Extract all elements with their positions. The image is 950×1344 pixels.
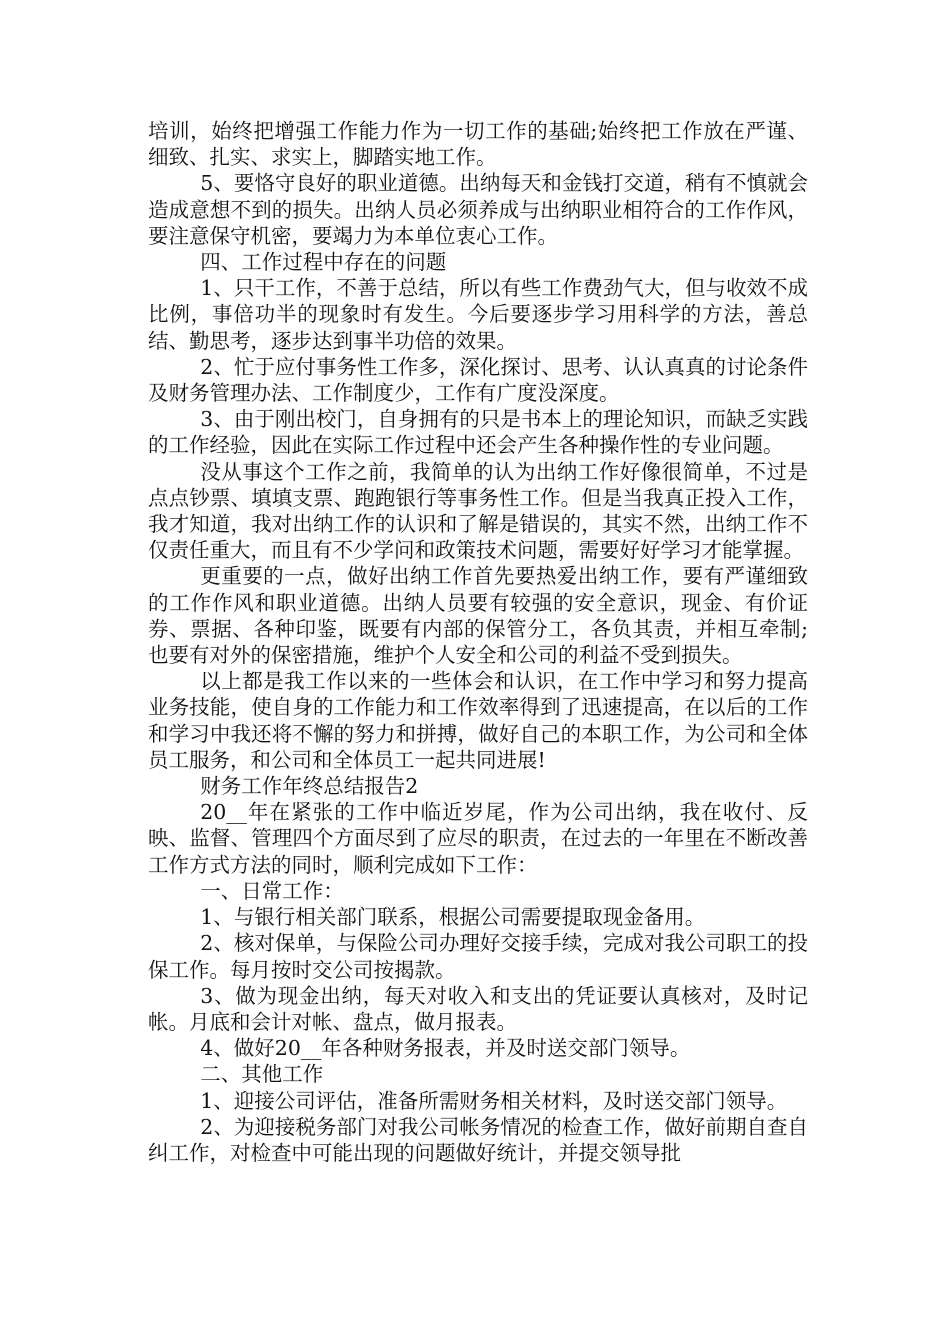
document-page (148, 118, 808, 1166)
section-heading: 一、日常工作： (200, 878, 344, 903)
paragraph: 1、迎接公司评估，准备所需财务相关材料，及时送交部门领导。 (200, 1088, 788, 1113)
paragraph: 3、由于刚出校门，自身拥有的只是书本上的理论知识，而缺乏实践的工作经验，因此在实际工作过程中还会产生各种操作性的专业问题。 (148, 407, 808, 458)
section-heading: 二、其他工作 (200, 1062, 324, 1087)
paragraph: 1、只干工作，不善于总结，所以有些工作费劲气大，但与收效不成比例，事倍功半的现象时有发生。今后要逐步学习用科学的方法，善总结、勤思考，逐步达到事半功倍的效果。 (148, 276, 808, 353)
report-title: 财务工作年终总结报告2 (200, 774, 419, 799)
paragraph: 以上都是我工作以来的一些体会和认识，在工作中学习和努力提高业务技能，使自身的工作能力和工作效率得到了迅速提高，在以后的工作和学习中我还将不懈的努力和拼搏，做好自己的本职工作，为公司和全体员工服务，和公司和全体员工一起共同进展! (148, 669, 808, 772)
section-heading: 四、工作过程中存在的问题 (200, 250, 447, 275)
paragraph: 1、与银行相关部门联系，根据公司需要提取现金备用。 (200, 905, 706, 930)
paragraph: 4、做好20__年各种财务报表，并及时送交部门领导。 (200, 1036, 691, 1061)
paragraph: 3、做为现金出纳，每天对收入和支出的凭证要认真核对，及时记帐。月底和会计对帐、盘点，做月报表。 (148, 983, 808, 1034)
paragraph: 2、为迎接税务部门对我公司帐务情况的检查工作，做好前期自查自纠工作，对检查中可能出现的问题做好统计，并提交领导批 (148, 1114, 808, 1165)
paragraph: 2、核对保单，与保险公司办理好交接手续，完成对我公司职工的投保工作。每月按时交公司按揭款。 (148, 931, 808, 982)
paragraph: 培训，始终把增强工作能力作为一切工作的基础;始终把工作放在严谨、细致、扎实、求实上，脚踏实地工作。 (148, 119, 808, 170)
paragraph: 5、要恪守良好的职业道德。出纳每天和金钱打交道，稍有不慎就会造成意想不到的损失。出纳人员必须养成与出纳职业相符合的工作作风，要注意保守机密，要竭力为本单位衷心工作。 (148, 171, 808, 248)
paragraph: 没从事这个工作之前，我简单的认为出纳工作好像很简单，不过是点点钞票、填填支票、跑跑银行等事务性工作。但是当我真正投入工作，我才知道，我对出纳工作的认识和了解是错误的，其实不然，出纳工作不仅责任重大，而且有不少学问和政策技术问题，需要好好学习才能掌握。 (148, 459, 808, 563)
paragraph: 更重要的一点，做好出纳工作首先要热爱出纳工作，要有严谨细致的工作作风和职业道德。出纳人员要有较强的安全意识，现金、有价证券、票据、各种印鉴，既要有内部的保管分工，各负其责，并相互牵制;也要有对外的保密措施，维护个人安全和公司的利益不受到损失。 (148, 564, 808, 668)
paragraph: 20__年在紧张的工作中临近岁尾，作为公司出纳，我在收付、反映、监督、管理四个方面尽到了应尽的职责，在过去的一年里在不断改善工作方式方法的同时，顺利完成如下工作： (148, 800, 808, 877)
paragraph: 2、忙于应付事务性工作多，深化探讨、思考、认认真真的讨论条件及财务管理办法、工作制度少，工作有广度没深度。 (148, 354, 808, 406)
